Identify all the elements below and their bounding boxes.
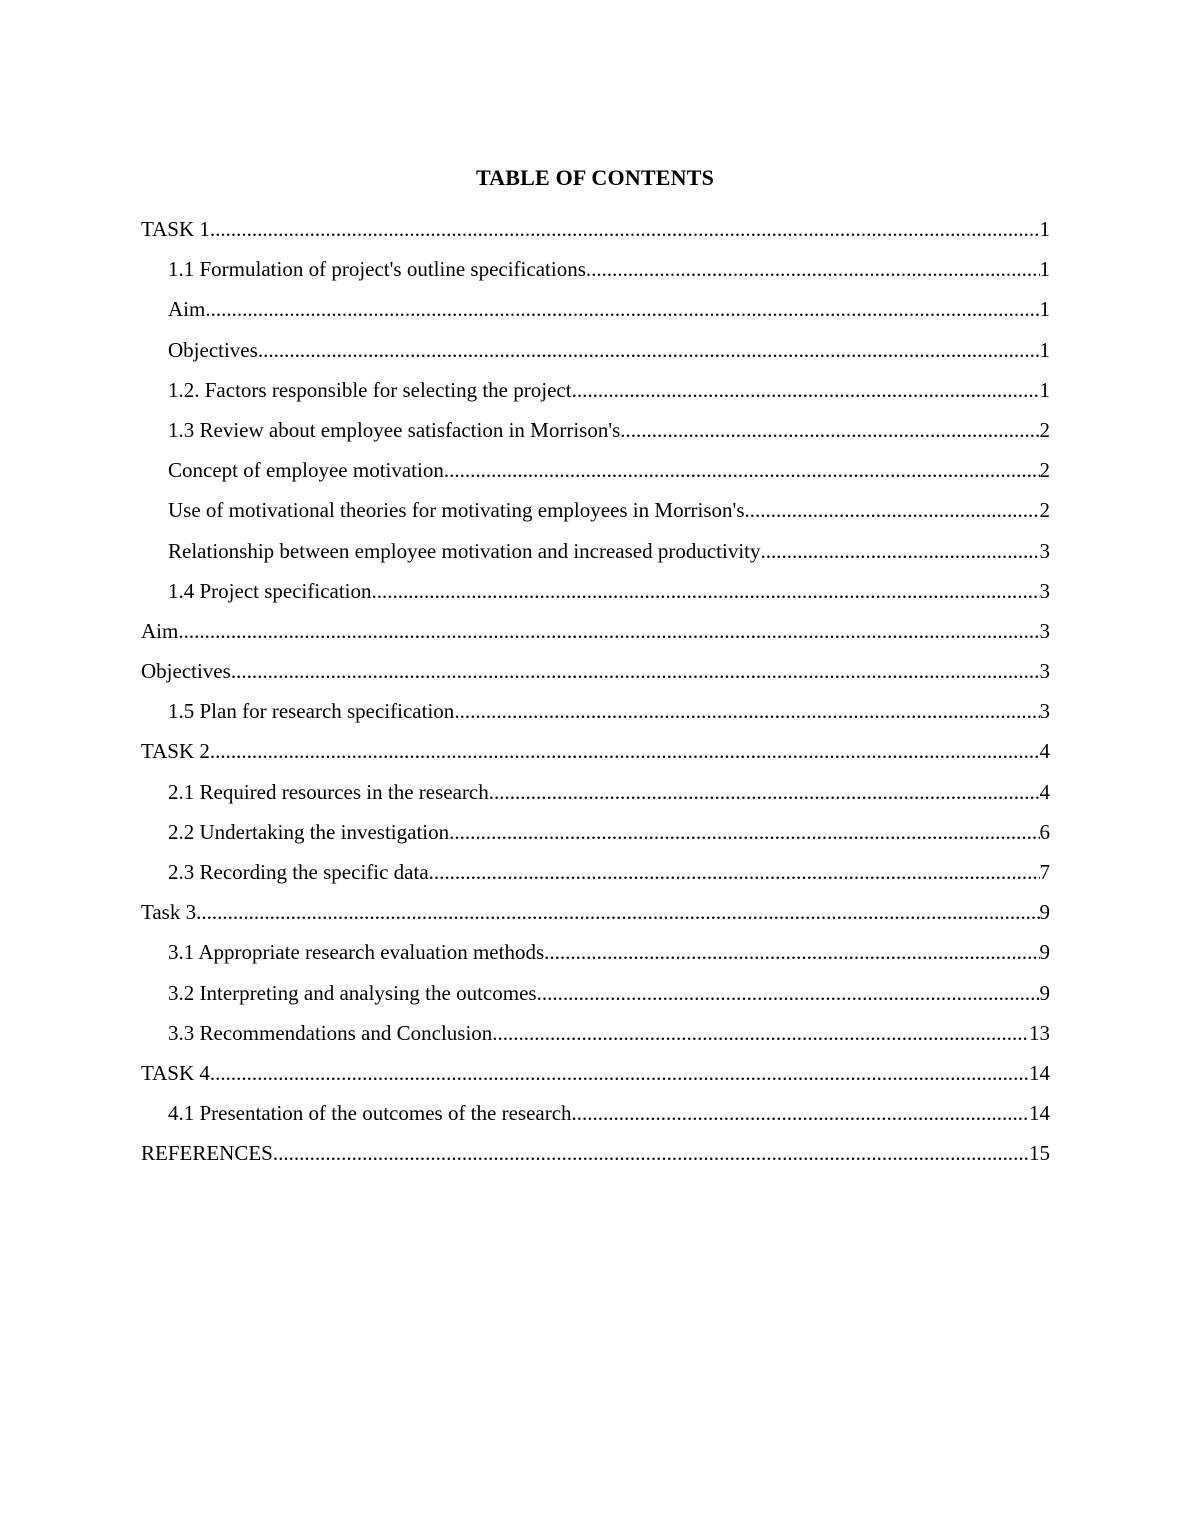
toc-entry-label: 2.3 Recording the specific data	[168, 860, 429, 884]
toc-entry-page-number: 9	[1039, 940, 1050, 965]
toc-entry-label: 1.5 Plan for research specification	[168, 699, 455, 724]
toc-dot-leader	[372, 576, 1040, 606]
toc-entry-label: 1.3 Review about employee satisfaction in Morrison's	[168, 417, 621, 442]
toc-dot-leader	[210, 736, 1040, 766]
toc-dot-leader	[429, 857, 1040, 887]
toc-entry-label: Concept of employee motivation	[168, 458, 444, 483]
toc-entry-page-number: 3	[1039, 699, 1050, 724]
toc-entry[interactable]	[141, 1018, 1050, 1058]
toc-dot-leader	[489, 777, 1040, 807]
toc-entry-page-number: 6	[1039, 819, 1050, 844]
toc-entry-label: TASK 2	[141, 739, 210, 764]
toc-entry[interactable]	[141, 576, 1050, 616]
toc-entry-label: TASK 4	[141, 1060, 210, 1085]
toc-entry-label: Use of motivational theories for motivating employees in Morrison's	[168, 498, 745, 523]
toc-entry[interactable]	[141, 455, 1050, 495]
toc-dot-leader	[444, 455, 1040, 485]
toc-entry[interactable]	[141, 937, 1050, 977]
toc-entry-page-number: 15	[1029, 1141, 1050, 1166]
toc-dot-leader	[258, 335, 1040, 365]
toc-entry-page-number: 4	[1039, 739, 1050, 764]
toc-entry[interactable]	[141, 777, 1050, 817]
toc-entry[interactable]	[141, 415, 1050, 455]
toc-entry[interactable]	[141, 857, 1050, 897]
toc-entry[interactable]	[141, 817, 1050, 857]
toc-entry-label: Aim	[141, 618, 179, 643]
toc-entry[interactable]	[141, 616, 1050, 656]
toc-entry-label: Objectives	[168, 337, 258, 362]
toc-entry[interactable]	[141, 1098, 1050, 1138]
toc-entry[interactable]	[141, 214, 1050, 254]
toc-entry-page-number: 2	[1039, 458, 1050, 483]
toc-entry-page-number: 14	[1029, 1101, 1050, 1126]
toc-dot-leader	[273, 1138, 1029, 1168]
toc-dot-leader	[544, 937, 1039, 967]
toc-entry-label: REFERENCES	[141, 1141, 273, 1166]
toc-entry[interactable]	[141, 897, 1050, 937]
toc-dot-leader	[586, 254, 1040, 284]
toc-entry[interactable]	[141, 254, 1050, 294]
toc-dot-leader	[620, 415, 1039, 445]
toc-entry-page-number: 4	[1039, 779, 1050, 804]
toc-entry-page-number: 13	[1029, 1020, 1050, 1045]
toc-entry-label: TASK 1	[141, 217, 210, 241]
toc-entry-label: Aim	[168, 297, 206, 322]
toc-dot-leader	[745, 495, 1040, 525]
toc-list	[141, 214, 1050, 1179]
toc-entry-label: 2.2 Undertaking the investigation	[168, 819, 450, 844]
toc-entry-page-number: 3	[1039, 618, 1050, 643]
toc-entry-page-number: 1	[1039, 377, 1050, 402]
toc-entry-label: 3.2 Interpreting and analysing the outcomes	[168, 980, 537, 1005]
toc-entry[interactable]	[141, 1058, 1050, 1098]
toc-entry-page-number: 9	[1039, 980, 1050, 1005]
toc-entry-page-number: 2	[1039, 498, 1050, 523]
toc-entry-page-number: 14	[1029, 1060, 1050, 1085]
toc-entry[interactable]	[141, 656, 1050, 696]
toc-entry-label: 2.1 Required resources in the research	[168, 779, 489, 804]
toc-entry-label: 3.3 Recommendations and Conclusion	[168, 1020, 493, 1045]
toc-dot-leader	[196, 897, 1039, 927]
toc-dot-leader	[572, 1098, 1029, 1128]
toc-dot-leader	[231, 656, 1040, 686]
toc-entry-page-number: 3	[1039, 578, 1050, 603]
toc-entry-label: 1.4 Project specification	[168, 578, 372, 603]
toc-entry-page-number: 7	[1039, 860, 1050, 884]
toc-entry-label: 3.1 Appropriate research evaluation methods	[168, 940, 545, 965]
toc-entry-page-number: 9	[1039, 900, 1050, 925]
toc-entry[interactable]	[141, 335, 1050, 375]
toc-entry[interactable]	[141, 375, 1050, 415]
toc-entry-label: 1.2. Factors responsible for selecting the project	[168, 377, 572, 402]
toc-entry-label: Task 3	[141, 900, 197, 925]
toc-entry-label: Objectives	[141, 659, 231, 684]
toc-dot-leader	[454, 696, 1039, 726]
toc-entry[interactable]	[141, 495, 1050, 535]
toc-entry[interactable]	[141, 1138, 1050, 1178]
toc-entry[interactable]	[141, 536, 1050, 576]
toc-entry[interactable]	[141, 978, 1050, 1018]
toc-entry-page-number: 1	[1039, 217, 1050, 241]
toc-dot-leader	[449, 817, 1039, 847]
toc-entry[interactable]	[141, 736, 1050, 776]
toc-entry[interactable]	[141, 696, 1050, 736]
toc-dot-leader	[210, 1058, 1029, 1088]
toc-entry-label: 4.1 Presentation of the outcomes of the research	[168, 1101, 572, 1126]
toc-entry[interactable]	[141, 294, 1050, 334]
toc-dot-leader	[178, 616, 1039, 646]
toc-dot-leader	[492, 1018, 1029, 1048]
toc-title: TABLE OF CONTENTS	[475, 165, 715, 190]
toc-dot-leader	[537, 978, 1040, 1008]
toc-dot-leader	[205, 294, 1039, 324]
toc-dot-leader	[210, 214, 1040, 244]
toc-entry-page-number: 1	[1039, 257, 1050, 282]
toc-entry-label: 1.1 Formulation of project's outline specifications	[168, 257, 586, 282]
toc-dot-leader	[572, 375, 1040, 405]
toc-entry-label: Relationship between employee motivation and increased productivity	[168, 538, 761, 563]
toc-entry-page-number: 2	[1039, 417, 1050, 442]
toc-entry-page-number: 3	[1039, 659, 1050, 684]
toc-entry-page-number: 1	[1039, 297, 1050, 322]
toc-dot-leader	[761, 536, 1040, 566]
toc-entry-page-number: 1	[1039, 337, 1050, 362]
toc-entry-page-number: 3	[1039, 538, 1050, 563]
